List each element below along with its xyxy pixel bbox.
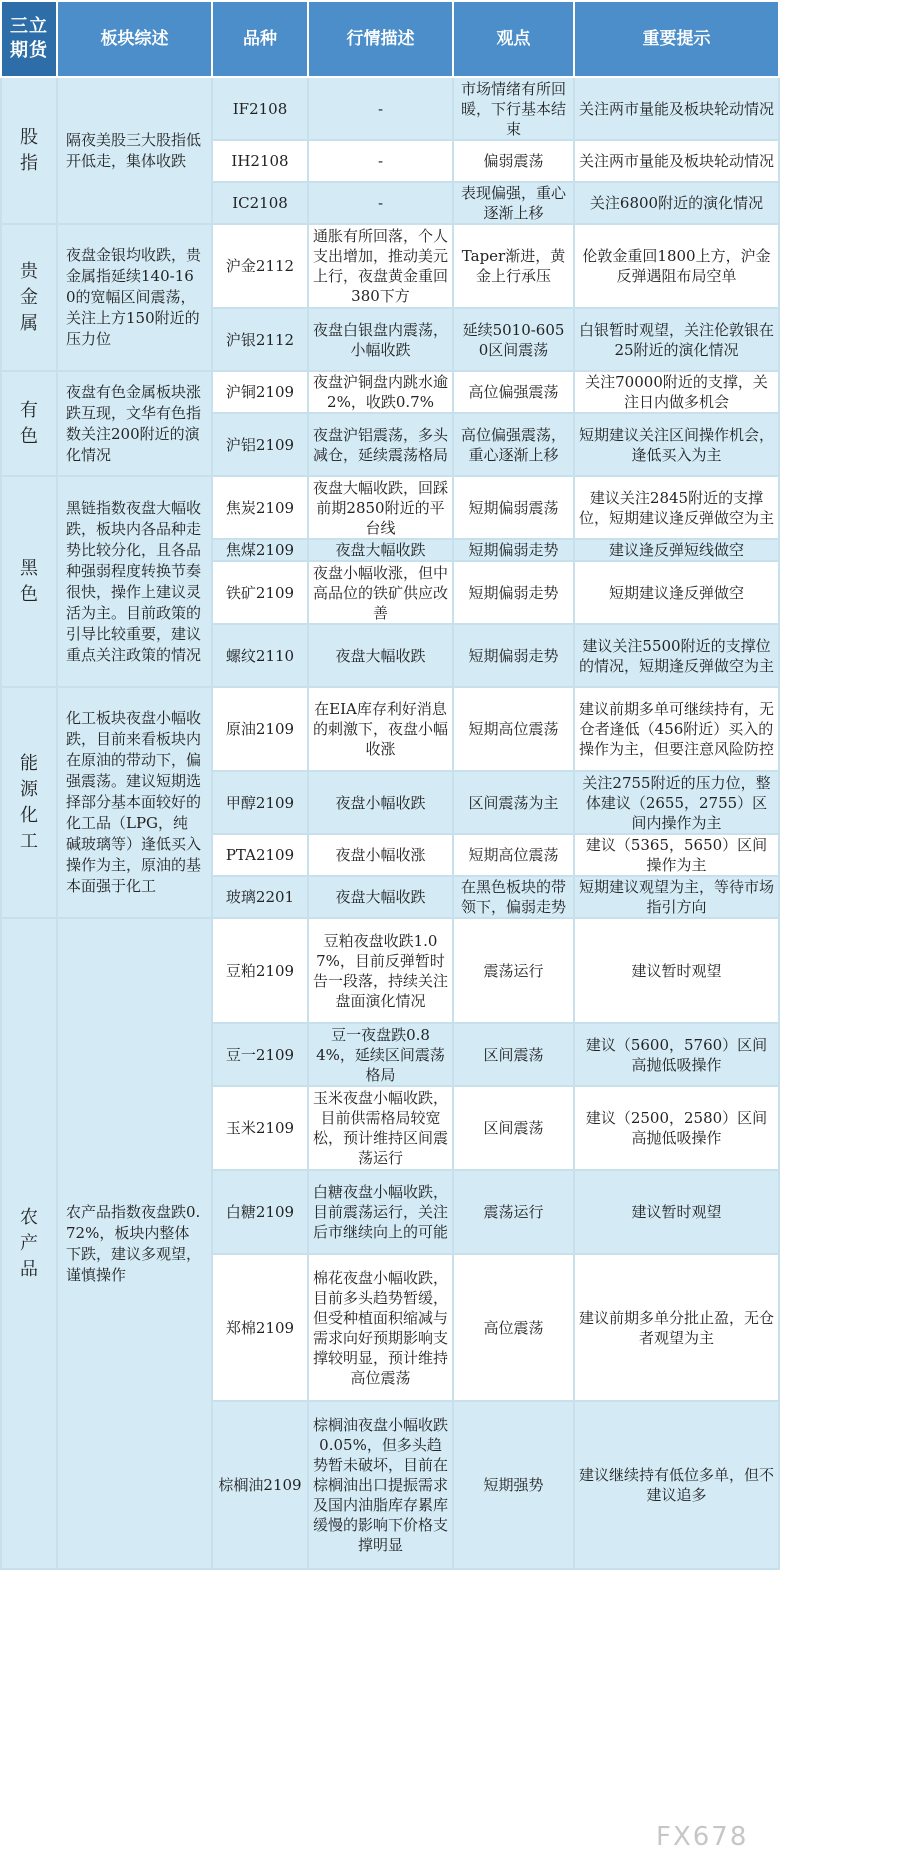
fx678-watermark: FX678 <box>656 1822 749 1852</box>
description-cell: 夜盘大幅收跌 <box>308 539 453 561</box>
tip-cell: 白银暂时观望，关注伦敦银在25附近的演化情况 <box>574 308 779 371</box>
tip-cell: 关注两市量能及板块轮动情况 <box>574 77 779 140</box>
category-cell: 贵 金 属 <box>1 224 57 371</box>
variety-cell: 焦煤2109 <box>212 539 308 561</box>
description-cell: 玉米夜盘小幅收跌，目前供需格局较宽松，预计维持区间震荡运行 <box>308 1086 453 1170</box>
tip-cell: 建议关注5500附近的支撑位的情况，短期逢反弹做空为主 <box>574 624 779 687</box>
tip-cell: 建议关注2845附近的支撑位，短期建议逢反弹做空为主 <box>574 476 779 539</box>
table-row <box>1 476 779 539</box>
tip-cell: 关注70000附近的支撑，关注日内做多机会 <box>574 371 779 413</box>
category-cell: 股 指 <box>1 77 57 224</box>
variety-cell: 白糖2109 <box>212 1170 308 1254</box>
description-cell: 豆一夜盘跌0.84%，延续区间震荡格局 <box>308 1023 453 1086</box>
description-cell: 豆粕夜盘收跌1.07%，目前反弹暂时告一段落，持续关注盘面演化情况 <box>308 918 453 1023</box>
view-cell: 偏弱震荡 <box>453 140 574 182</box>
variety-cell: 原油2109 <box>212 687 308 771</box>
tip-cell: 短期建议逢反弹做空 <box>574 561 779 624</box>
tip-cell: 关注6800附近的演化情况 <box>574 182 779 224</box>
col-header-variety: 品种 <box>212 1 308 77</box>
category-cell: 农 产 品 <box>1 918 57 1569</box>
table-row <box>1 918 779 1023</box>
tip-cell: 建议暂时观望 <box>574 918 779 1023</box>
variety-cell: 螺纹2110 <box>212 624 308 687</box>
view-cell: 短期偏弱走势 <box>453 561 574 624</box>
sector-summary-cell: 农产品指数夜盘跌0.72%，板块内整体下跌，建议多观望，谨慎操作 <box>57 918 212 1569</box>
view-cell: 区间震荡 <box>453 1086 574 1170</box>
variety-cell: PTA2109 <box>212 834 308 876</box>
sector-summary-cell: 夜盘金银均收跌，贵金属指延续140-160的宽幅区间震荡，关注上方150附近的压力位 <box>57 224 212 371</box>
col-header-description: 行情描述 <box>308 1 453 77</box>
variety-cell: 玻璃2201 <box>212 876 308 918</box>
table-header <box>1 1 779 77</box>
table-row <box>1 371 779 413</box>
sector-summary-cell: 化工板块夜盘小幅收跌，目前来看板块内在原油的带动下，偏强震荡。建议短期选择部分基本面较好的化工品（LPG，纯碱玻璃等）逢低买入操作为主，原油的基本面强于化工 <box>57 687 212 918</box>
table-body <box>1 77 779 1569</box>
variety-cell: 豆粕2109 <box>212 918 308 1023</box>
tip-cell: 建议暂时观望 <box>574 1170 779 1254</box>
brand-corner-cell: 三立 期货 <box>1 1 57 77</box>
variety-cell: IF2108 <box>212 77 308 140</box>
description-cell: 棕榈油夜盘小幅收跌0.05%，但多头趋势暂未破坏，目前在棕榈油出口提振需求及国内油脂库存累库缓慢的影响下价格支撑明显 <box>308 1401 453 1569</box>
variety-cell: 棕榈油2109 <box>212 1401 308 1569</box>
tip-cell: 建议继续持有低位多单，但不建议追多 <box>574 1401 779 1569</box>
view-cell: Taper渐进，黄金上行承压 <box>453 224 574 308</box>
description-cell: - <box>308 140 453 182</box>
description-cell: 夜盘沪铝震荡，多头减仓，延续震荡格局 <box>308 413 453 476</box>
table-row <box>1 77 779 140</box>
tip-cell: 伦敦金重回1800上方，沪金反弹遇阻布局空单 <box>574 224 779 308</box>
view-cell: 短期高位震荡 <box>453 834 574 876</box>
tip-cell: 关注2755附近的压力位，整体建议（2655，2755）区间内操作为主 <box>574 771 779 834</box>
col-header-summary: 板块综述 <box>57 1 212 77</box>
variety-cell: 郑棉2109 <box>212 1254 308 1401</box>
view-cell: 震荡运行 <box>453 1170 574 1254</box>
description-cell: 夜盘大幅收跌 <box>308 624 453 687</box>
tip-cell: 建议（5600，5760）区间高抛低吸操作 <box>574 1023 779 1086</box>
view-cell: 区间震荡为主 <box>453 771 574 834</box>
table-row <box>1 687 779 771</box>
description-cell: - <box>308 182 453 224</box>
col-header-view: 观点 <box>453 1 574 77</box>
description-cell: 夜盘小幅收涨，但中高品位的铁矿供应改善 <box>308 561 453 624</box>
view-cell: 高位偏强震荡 <box>453 371 574 413</box>
variety-cell: 玉米2109 <box>212 1086 308 1170</box>
view-cell: 短期偏弱走势 <box>453 539 574 561</box>
view-cell: 市场情绪有所回暖，下行基本结束 <box>453 77 574 140</box>
description-cell: 夜盘沪铜盘内跳水逾2%，收跌0.7% <box>308 371 453 413</box>
col-header-tips: 重要提示 <box>574 1 779 77</box>
category-cell: 能 源 化 工 <box>1 687 57 918</box>
tip-cell: 建议前期多单可继续持有，无仓者逢低（456附近）买入的操作为主，但要注意风险防控 <box>574 687 779 771</box>
description-cell: 夜盘小幅收涨 <box>308 834 453 876</box>
tip-cell: 短期建议观望为主，等待市场指引方向 <box>574 876 779 918</box>
variety-cell: 沪铜2109 <box>212 371 308 413</box>
variety-cell: 焦炭2109 <box>212 476 308 539</box>
description-cell: 通胀有所回落，个人支出增加，推动美元上行，夜盘黄金重回380下方 <box>308 224 453 308</box>
category-cell: 有 色 <box>1 371 57 476</box>
description-cell: - <box>308 77 453 140</box>
variety-cell: 沪银2112 <box>212 308 308 371</box>
variety-cell: 铁矿2109 <box>212 561 308 624</box>
view-cell: 区间震荡 <box>453 1023 574 1086</box>
sector-summary-cell: 隔夜美股三大股指低开低走，集体收跌 <box>57 77 212 224</box>
tip-cell: 关注两市量能及板块轮动情况 <box>574 140 779 182</box>
variety-cell: IH2108 <box>212 140 308 182</box>
tip-cell: 建议（5365，5650）区间操作为主 <box>574 834 779 876</box>
sector-summary-cell: 夜盘有色金属板块涨跌互现，文华有色指数关注200附近的演化情况 <box>57 371 212 476</box>
view-cell: 高位偏强震荡，重心逐渐上移 <box>453 413 574 476</box>
variety-cell: 沪金2112 <box>212 224 308 308</box>
sector-summary-cell: 黑链指数夜盘大幅收跌，板块内各品种走势比较分化，且各品种强弱程度转换节奏很快，操作上建议灵活为主。目前政策的引导比较重要，建议重点关注政策的情况 <box>57 476 212 687</box>
view-cell: 震荡运行 <box>453 918 574 1023</box>
tip-cell: 建议前期多单分批止盈，无仓者观望为主 <box>574 1254 779 1401</box>
variety-cell: 甲醇2109 <box>212 771 308 834</box>
variety-cell: 豆一2109 <box>212 1023 308 1086</box>
view-cell: 延续5010-6050区间震荡 <box>453 308 574 371</box>
view-cell: 表现偏强，重心逐渐上移 <box>453 182 574 224</box>
view-cell: 短期高位震荡 <box>453 687 574 771</box>
view-cell: 短期偏弱震荡 <box>453 476 574 539</box>
header-row <box>1 1 779 77</box>
variety-cell: 沪铝2109 <box>212 413 308 476</box>
table-row <box>1 224 779 308</box>
category-cell: 黑 色 <box>1 476 57 687</box>
tip-cell: 建议（2500，2580）区间高抛低吸操作 <box>574 1086 779 1170</box>
view-cell: 短期强势 <box>453 1401 574 1569</box>
view-cell: 在黑色板块的带领下，偏弱走势 <box>453 876 574 918</box>
description-cell: 夜盘白银盘内震荡，小幅收跌 <box>308 308 453 371</box>
description-cell: 白糖夜盘小幅收跌，目前震荡运行，关注后市继续向上的可能 <box>308 1170 453 1254</box>
description-cell: 棉花夜盘小幅收跌，目前多头趋势暂缓，但受种植面积缩减与需求向好预期影响支撑较明显，预计维持高位震荡 <box>308 1254 453 1401</box>
description-cell: 夜盘大幅收跌 <box>308 876 453 918</box>
variety-cell: IC2108 <box>212 182 308 224</box>
view-cell: 短期偏弱走势 <box>453 624 574 687</box>
view-cell: 高位震荡 <box>453 1254 574 1401</box>
description-cell: 夜盘小幅收跌 <box>308 771 453 834</box>
description-cell: 夜盘大幅收跌，回踩前期2850附近的平台线 <box>308 476 453 539</box>
tip-cell: 建议逢反弹短线做空 <box>574 539 779 561</box>
tip-cell: 短期建议关注区间操作机会，逢低买入为主 <box>574 413 779 476</box>
description-cell: 在EIA库存利好消息的刺激下，夜盘小幅收涨 <box>308 687 453 771</box>
